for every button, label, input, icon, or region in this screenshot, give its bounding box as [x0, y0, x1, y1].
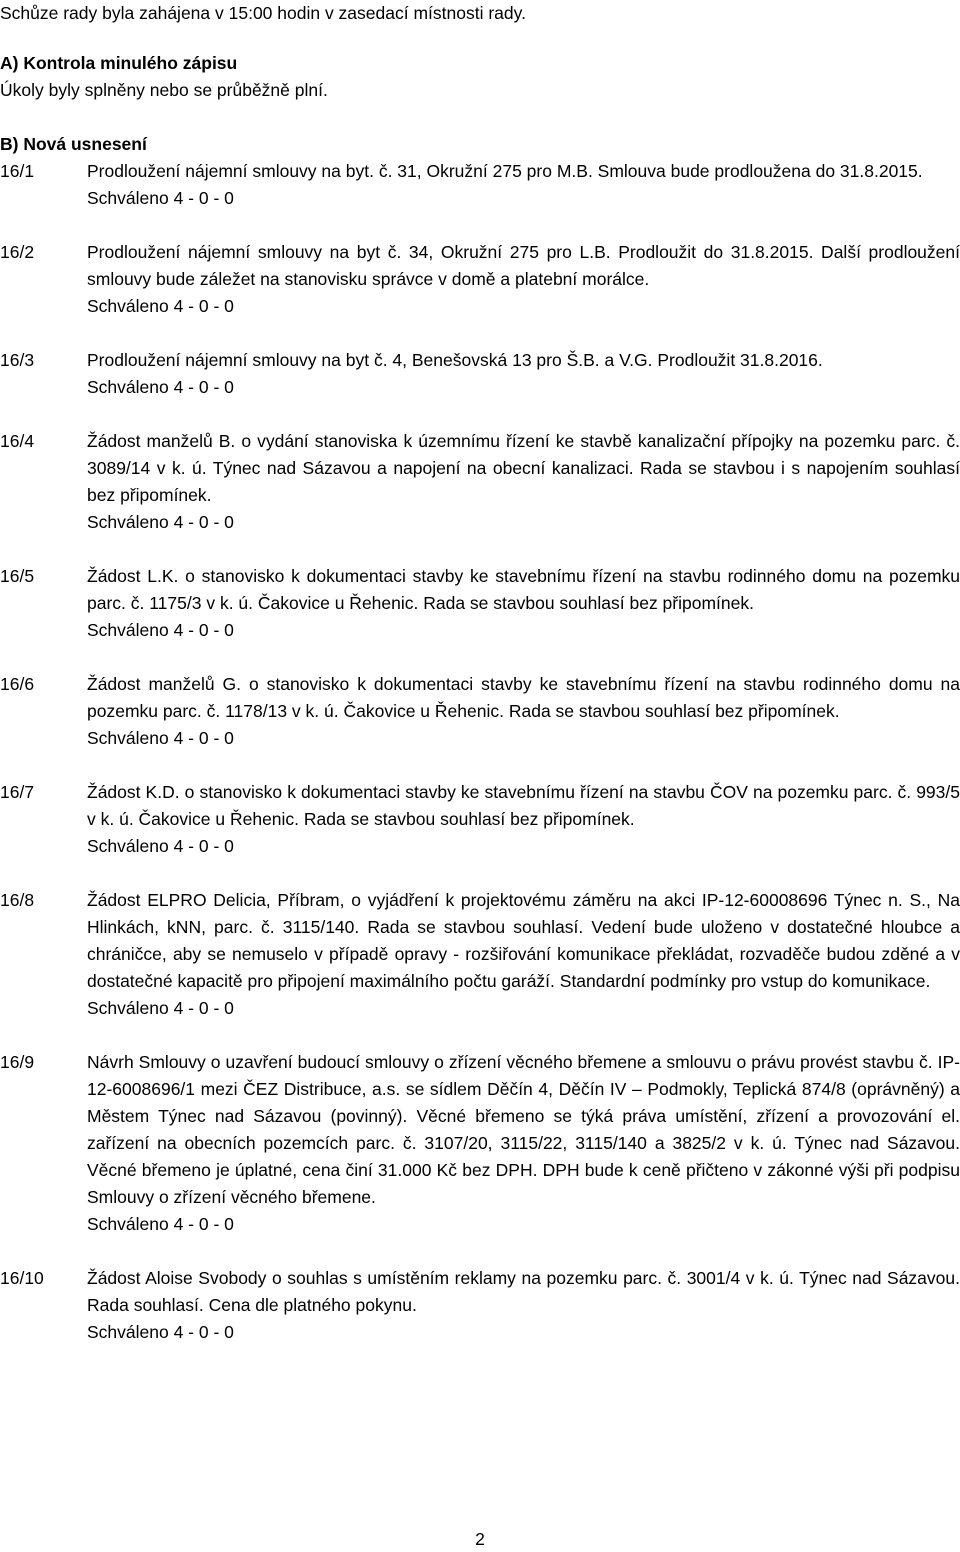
resolution-body	[87, 779, 960, 860]
resolution-number: 16/5	[0, 566, 35, 586]
resolution-item	[0, 563, 960, 644]
resolution-text: Žádost Aloise Svobody o souhlas s umístěním reklamy na pozemku parc. č. 3001/4 v k. ú. Týnec nad Sázavou. Rada souhlasí. Cena dle platného pokynu.	[87, 1268, 960, 1315]
resolution-number: 16/4	[0, 431, 35, 451]
resolution-text: Žádost ELPRO Delicia, Příbram, o vyjádření k projektovému záměru na akci IP-12-60008696 Týnec n. S., Na Hlinkách, kNN, parc. č. 3115/140. Rada se stavbou souhlasí. Vedení bude uloženo v dostatečné hloubce a chráničce, aby se nemuselo v případě opravy - rozšiřování komunikace překládat, rozvaděče budou zděné a v dostatečné kapacitě pro připojení maximálního počtu garáží. Standardní podmínky pro vstup do komunikace.	[87, 890, 960, 991]
resolution-text: Žádost K.D. o stanovisko k dokumentaci stavby ke stavebnímu řízení na stavbu ČOV na pozemku parc. č. 993/5 v k. ú. Čakovice u Řehenic. Rada se stavbou souhlasí bez připomínek.	[87, 782, 960, 829]
resolution-number: 16/6	[0, 674, 35, 694]
resolution-text: Prodloužení nájemní smlouvy na byt č. 34, Okružní 275 pro L.B. Prodloužit do 31.8.2015. Další prodloužení smlouvy bude záležet na stanovisku správce v domě a platební morálce.	[87, 242, 960, 289]
resolution-vote: Schváleno 4 - 0 - 0	[87, 1322, 234, 1342]
resolution-item	[0, 779, 960, 860]
resolution-number: 16/7	[0, 782, 35, 802]
resolution-number: 16/10	[0, 1268, 44, 1288]
resolution-item	[0, 158, 960, 212]
resolution-item	[0, 1265, 960, 1346]
resolution-item	[0, 1049, 960, 1238]
page-number: 2	[475, 1529, 485, 1549]
resolution-body	[87, 1265, 960, 1346]
resolution-item	[0, 239, 960, 320]
section-a-text: Úkoly byly splněny nebo se průběžně plní.	[0, 80, 328, 100]
resolution-vote: Schváleno 4 - 0 - 0	[87, 188, 234, 208]
resolution-number: 16/8	[0, 890, 35, 910]
resolution-body	[87, 239, 960, 320]
resolution-item	[0, 347, 960, 401]
resolution-body	[87, 563, 960, 644]
resolution-vote: Schváleno 4 - 0 - 0	[87, 1214, 234, 1234]
resolution-item	[0, 887, 960, 1022]
resolution-vote: Schváleno 4 - 0 - 0	[87, 998, 234, 1018]
resolution-number: 16/2	[0, 242, 35, 262]
resolution-number: 16/1	[0, 161, 35, 181]
resolution-vote: Schváleno 4 - 0 - 0	[87, 836, 234, 856]
resolution-vote: Schváleno 4 - 0 - 0	[87, 728, 234, 748]
resolution-body	[87, 428, 960, 536]
section-a-heading: A) Kontrola minulého zápisu	[0, 53, 238, 73]
resolution-vote: Schváleno 4 - 0 - 0	[87, 377, 234, 397]
resolution-text: Žádost manželů G. o stanovisko k dokumentaci stavby ke stavebnímu řízení na stavbu rodinného domu na pozemku parc. č. 1178/13 v k. ú. Čakovice u Řehenic. Rada se stavbou souhlasí bez připomínek.	[87, 674, 960, 721]
resolution-text: Žádost manželů B. o vydání stanoviska k územnímu řízení ke stavbě kanalizační přípojky na pozemku parc. č. 3089/14 v k. ú. Týnec nad Sázavou a napojení na obecní kanalizaci. Rada se stavbou i s napojením souhlasí bez připomínek.	[87, 431, 960, 505]
resolution-body	[87, 671, 960, 752]
resolution-number: 16/3	[0, 350, 35, 370]
resolution-vote: Schváleno 4 - 0 - 0	[87, 512, 234, 532]
resolution-text: Prodloužení nájemní smlouvy na byt č. 4, Benešovská 13 pro Š.B. a V.G. Prodloužit 31.8.2016.	[87, 350, 823, 370]
resolution-body	[87, 158, 960, 212]
resolution-body	[87, 1049, 960, 1238]
resolution-item	[0, 428, 960, 536]
resolution-text: Žádost L.K. o stanovisko k dokumentaci stavby ke stavebnímu řízení na stavbu rodinného domu na pozemku parc. č. 1175/3 v k. ú. Čakovice u Řehenic. Rada se stavbou souhlasí bez připomínek.	[87, 566, 960, 613]
resolution-item	[0, 671, 960, 752]
resolution-text: Návrh Smlouvy o uzavření budoucí smlouvy o zřízení věcného břemene a smlouvu o právu provést stavbu č. IP-12-6008696/1 mezi ČEZ Distribuce, a.s. se sídlem Děčín 4, Děčín IV – Podmokly, Teplická 874/8 (oprávněný) a Městem Týnec nad Sázavou (povinný). Věcné břemeno se týká práva umístění, zřízení a provozování el. zařízení na obecních pozemcích parc. č. 3107/20, 3115/22, 3115/140 a 3825/2 v k. ú. Týnec nad Sázavou. Věcné břemeno je úplatné, cena činí 31.000 Kč bez DPH. DPH bude k ceně přičteno v zákonné výši při podpisu Smlouvy o zřízení věcného břemene.	[87, 1052, 960, 1207]
resolution-number: 16/9	[0, 1052, 35, 1072]
resolution-vote: Schváleno 4 - 0 - 0	[87, 620, 234, 640]
section-b-heading: B) Nová usnesení	[0, 134, 147, 154]
resolution-body	[87, 887, 960, 1022]
resolution-body	[87, 347, 960, 401]
intro-text: Schůze rady byla zahájena v 15:00 hodin v zasedací místnosti rady.	[0, 3, 526, 23]
resolution-text: Prodloužení nájemní smlouvy na byt. č. 31, Okružní 275 pro M.B. Smlouva bude prodloužena do 31.8.2015.	[87, 161, 923, 181]
resolution-list	[0, 158, 960, 1373]
resolution-vote: Schváleno 4 - 0 - 0	[87, 296, 234, 316]
